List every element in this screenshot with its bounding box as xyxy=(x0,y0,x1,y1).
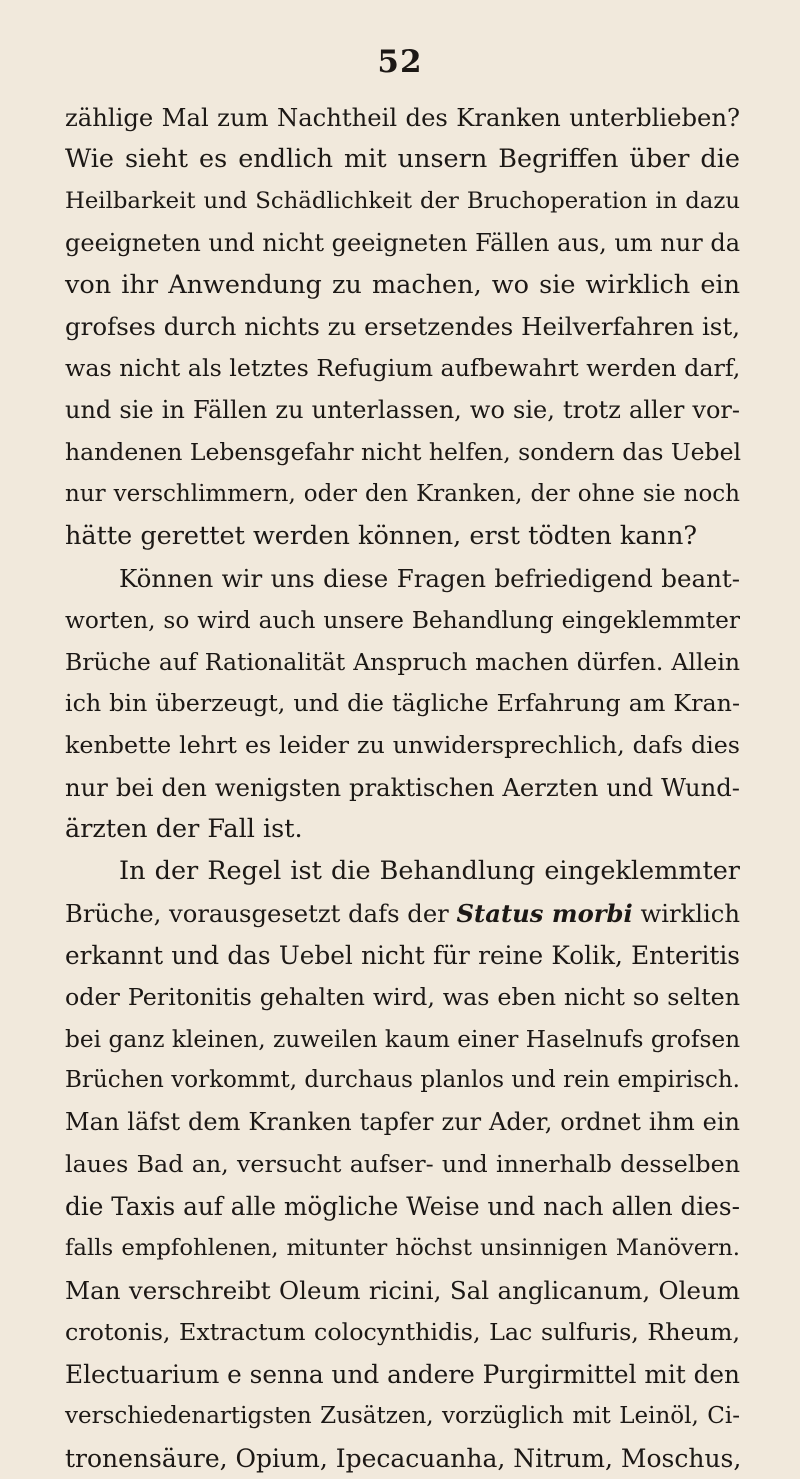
text-line: ich bin überzeugt, und die tägliche Erfahrung am Kran- xyxy=(65,683,740,725)
page-number: 52 xyxy=(0,44,800,80)
text-line: die Taxis auf alle mögliche Weise und nach allen dies- xyxy=(65,1186,740,1228)
italic-term: Status morbi xyxy=(457,899,633,928)
text-line: zählige Mal zum Nachtheil des Kranken unterblieben? xyxy=(65,97,740,139)
text-line: von ihr Anwendung zu machen, wo sie wirklich ein xyxy=(65,265,740,307)
text-line: bei ganz kleinen, zuweilen kaum einer Haselnufs grofsen xyxy=(65,1019,740,1061)
text-line: Brüchen vorkommt, durchaus planlos und rein empirisch. xyxy=(65,1060,740,1102)
text-line: Electuarium e senna und andere Purgirmittel mit den xyxy=(65,1354,740,1396)
text-line: falls empfohlenen, mitunter höchst unsinnigen Manövern. xyxy=(65,1228,740,1270)
text-line: Man verschreibt Oleum ricini, Sal anglicanum, Oleum xyxy=(65,1270,740,1312)
text-line: nur bei den wenigsten praktischen Aerzten und Wund- xyxy=(65,767,740,809)
text-segment: wirklich xyxy=(640,899,740,928)
text-line: was nicht als letztes Refugium aufbewahrt werden darf, xyxy=(65,348,740,390)
body-text xyxy=(65,97,740,1479)
text-line: tronensäure, Opium, Ipecacuanha, Nitrum, Moschus, xyxy=(65,1438,740,1479)
text-line: und sie in Fällen zu unterlassen, wo sie, trotz aller vor- xyxy=(65,390,740,432)
text-line: Wie sieht es endlich mit unsern Begriffen über die xyxy=(65,139,740,181)
text-line: grofses durch nichts zu ersetzendes Heilverfahren ist, xyxy=(65,306,740,348)
text-line: kenbette lehrt es leider zu unwidersprechlich, dafs dies xyxy=(65,725,740,767)
text-line: crotonis, Extractum colocynthidis, Lac sulfuris, Rheum, xyxy=(65,1312,740,1354)
text-line: nur verschlimmern, oder den Kranken, der ohne sie noch xyxy=(65,474,740,516)
text-line: worten, so wird auch unsere Behandlung eingeklemmter xyxy=(65,600,740,642)
text-line: oder Peritonitis gehalten wird, was eben nicht so selten xyxy=(65,977,740,1019)
text-line: Man läfst dem Kranken tapfer zur Ader, ordnet ihm ein xyxy=(65,1102,740,1144)
text-line: laues Bad an, versucht aufser- und innerhalb desselben xyxy=(65,1144,740,1186)
text-line: ärzten der Fall ist. xyxy=(65,809,740,851)
text-line: geeigneten und nicht geeigneten Fällen aus, um nur da xyxy=(65,223,740,265)
text-line: erkannt und das Uebel nicht für reine Kolik, Enteritis xyxy=(65,935,740,977)
text-line: hätte gerettet werden können, erst tödten kann? xyxy=(65,516,740,558)
text-line: Können wir uns diese Fragen befriedigend beant- xyxy=(65,558,740,600)
text-line: handenen Lebensgefahr nicht helfen, sondern das Uebel xyxy=(65,432,740,474)
text-segment: Brüche, vorausgesetzt dafs der xyxy=(65,899,449,928)
text-line: verschiedenartigsten Zusätzen, vorzüglich mit Leinöl, Ci- xyxy=(65,1396,740,1438)
text-line-mixed xyxy=(65,893,740,935)
text-line: In der Regel ist die Behandlung eingeklemmter xyxy=(65,851,740,893)
text-line: Heilbarkeit und Schädlichkeit der Bruchoperation in dazu xyxy=(65,181,740,223)
text-line: Brüche auf Rationalität Anspruch machen dürfen. Allein xyxy=(65,642,740,684)
